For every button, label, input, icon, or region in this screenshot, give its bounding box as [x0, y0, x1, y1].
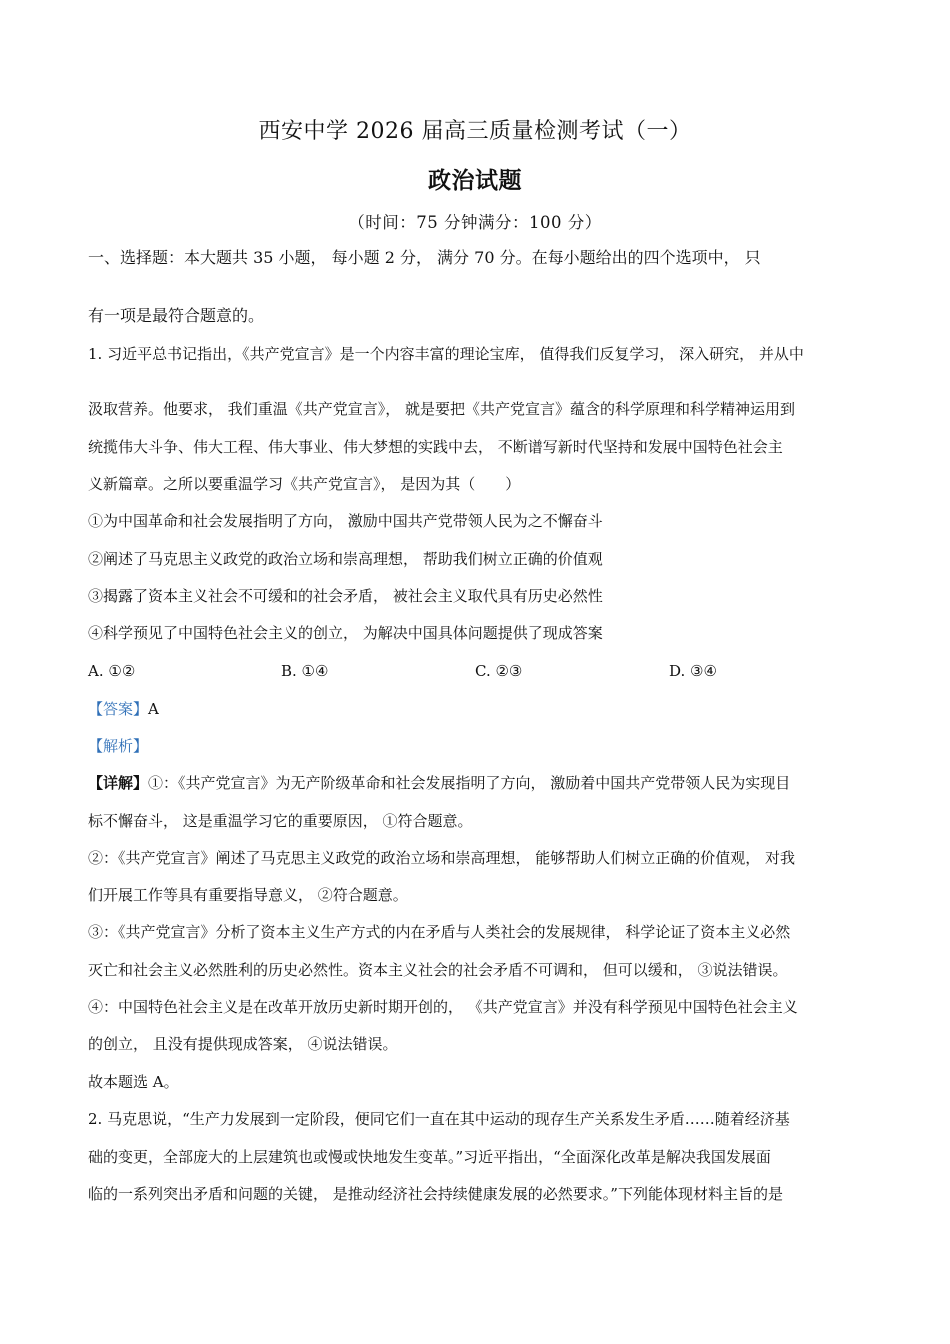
q1-detail-line-5: ③：《共产党宣言》分析了资本主义生产方式的内在矛盾与人类社会的发展规律， 科学论证了资本主义必然: [88, 923, 791, 941]
time-info: （时间：75 分钟满分：100 分）: [348, 213, 602, 232]
exam-title: 西安中学 2026 届高三质量检测考试（一）: [258, 119, 692, 144]
q1-detail-line-4: 们开展工作等具有重要指导意义， ②符合题意。: [88, 886, 408, 904]
q2-stem-line-2: 础的变更，全部庞大的上层建筑也或慢或快地发生变革。”习近平指出，“全面深化改革是解决我国发展面: [88, 1148, 771, 1166]
detail-text: ①：《共产党宣言》为无产阶级革命和社会发展指明了方向， 激励着中国共产党带领人民为实现目: [148, 774, 791, 792]
q1-option-a: A. ①②: [88, 662, 136, 680]
q1-option-c: C. ②③: [475, 662, 523, 680]
q2-stem-line-3: 临的一系列突出矛盾和问题的关键， 是推动经济社会持续健康发展的必然要求。”下列能体现材料主旨的是: [88, 1185, 783, 1203]
q1-option-b: B. ①④: [281, 662, 329, 680]
subject-title: 政治试题: [428, 167, 522, 194]
analysis-tag: 【解析】: [88, 737, 149, 755]
q1-stem-line-4: 义新篇章。之所以要重温学习《共产党宣言》， 是因为其（ ）: [88, 475, 521, 493]
answer-tag: 【答案】: [88, 700, 149, 718]
q1-detail-line-7: ④：中国特色社会主义是在改革开放历史新时期开创的， 《共产党宣言》并没有科学预见中国特色社会主义: [88, 998, 798, 1016]
q1-statement-1: ①为中国革命和社会发展指明了方向， 激励中国共产党带领人民为之不懈奋斗: [88, 512, 603, 530]
q1-conclusion: 故本题选 A。: [88, 1073, 179, 1091]
q1-statement-2: ②阐述了马克思主义政党的政治立场和崇高理想， 帮助我们树立正确的价值观: [88, 550, 603, 568]
q1-stem-line-2: 汲取营养。他要求， 我们重温《共产党宣言》， 就是要把《共产党宣言》蕴含的科学原理和科学精神运用到: [88, 400, 796, 418]
q1-stem-line-3: 统揽伟大斗争、伟大工程、伟大事业、伟大梦想的实践中去， 不断谱写新时代坚持和发展中国特色社会主: [88, 438, 783, 456]
q1-detail-line-6: 灭亡和社会主义必然胜利的历史必然性。资本主义社会的社会矛盾不可调和， 但可以缓和， ③说法错误。: [88, 961, 788, 979]
q1-option-d: D. ③④: [669, 662, 717, 680]
q2-stem-line-1: 2. 马克思说，“生产力发展到一定阶段，便同它们一直在其中运动的现存生产关系发生矛盾……随着经济基: [88, 1110, 790, 1128]
q1-detail-line-3: ②：《共产党宣言》阐述了马克思主义政党的政治立场和崇高理想， 能够帮助人们树立正确的价值观， 对我: [88, 849, 796, 867]
q1-statement-3: ③揭露了资本主义社会不可缓和的社会矛盾， 被社会主义取代具有历史必然性: [88, 587, 603, 605]
section-instruction-line-1: 一、选择题：本大题共 35 小题， 每小题 2 分， 满分 70 分。在每小题给出的四个选项中， 只: [88, 248, 761, 267]
q1-detail-line-1: [88, 773, 868, 793]
answer-value: A: [148, 700, 159, 718]
q1-answer: [88, 699, 868, 719]
section-instruction-line-2: 有一项是最符合题意的。: [88, 306, 265, 325]
q1-analysis: [88, 736, 868, 756]
q1-statement-4: ④科学预见了中国特色社会主义的创立， 为解决中国具体问题提供了现成答案: [88, 624, 603, 642]
detail-tag: 【详解】: [88, 774, 149, 792]
q1-stem-line-1: 1. 习近平总书记指出，《共产党宣言》是一个内容丰富的理论宝库， 值得我们反复学习， 深入研究， 并从中: [88, 345, 804, 363]
q1-detail-line-8: 的创立， 且没有提供现成答案， ④说法错误。: [88, 1035, 398, 1053]
q1-detail-line-2: 标不懈奋斗， 这是重温学习它的重要原因， ①符合题意。: [88, 812, 473, 830]
